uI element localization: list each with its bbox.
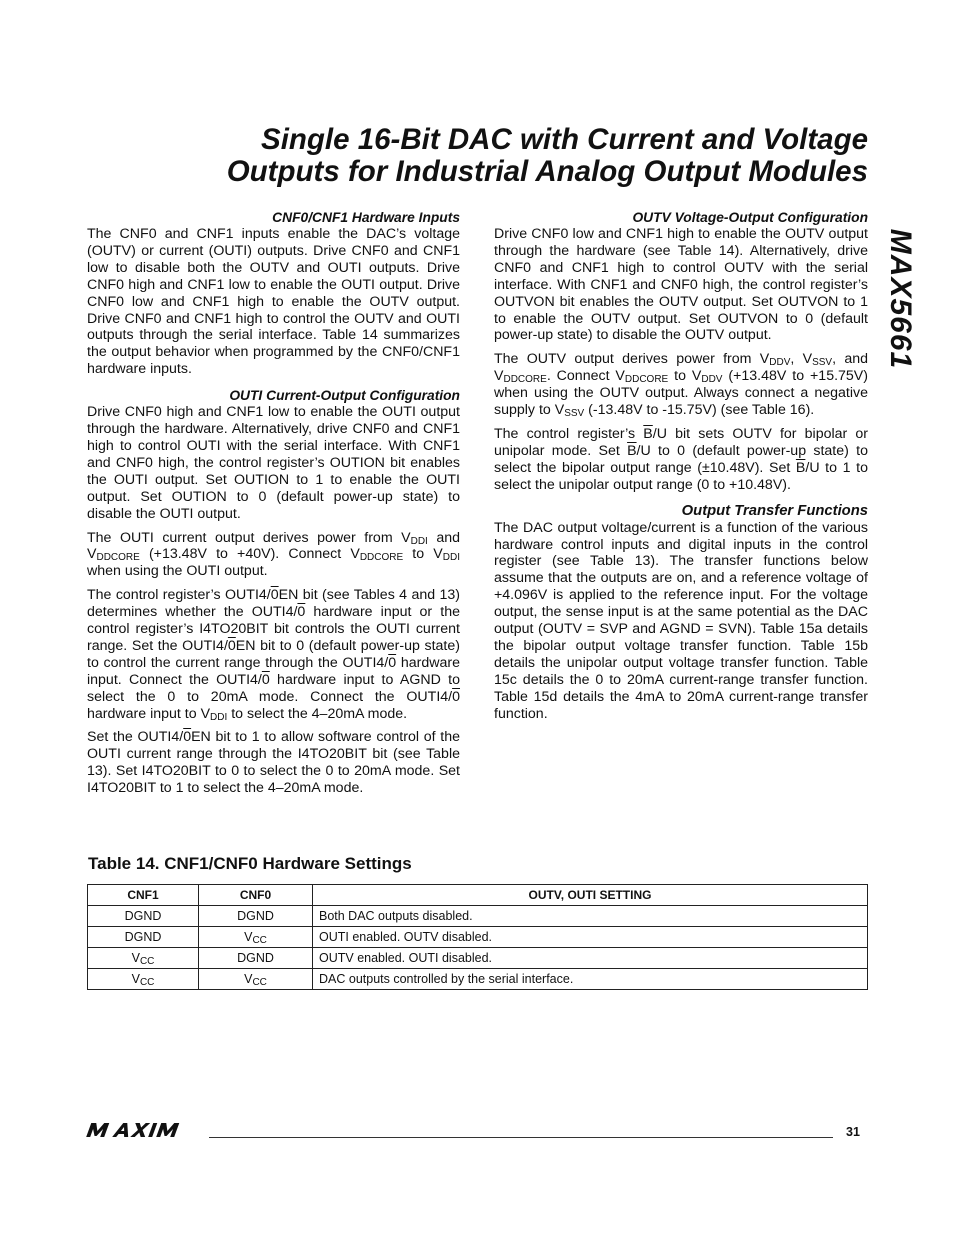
- page-title: [90, 124, 868, 188]
- cell-setting: Both DAC outputs disabled.: [313, 906, 868, 927]
- para-outv-power: The OUTV output derives power from $V_{DDV}$, $V_{SSV}$, and $V_{DDCORE}$. Connect $V_{DDCORE}$ to $V_{DDV}$ (+13.48V to +15.75V) when using the OUTV output. Always connect a negative supply to $V_{SSV}$ (-13.48V to -15.75V) (see Table 16).: [494, 351, 868, 420]
- page-number: 31: [846, 1125, 860, 1139]
- para-outi-config: Drive CNF0 high and CNF1 low to enable the OUTI output through the hardware. Alternatively, drive CNF0 and CNF1 high to control OUTI with the serial interface. With CNF1 and CNF0 high, the control register’s OUTION bit enables the OUTI output. Set OUTION to 1 to enable the OUTI output. Set OUTION to 0 (default power-up state) to disable the OUTI output.: [87, 404, 460, 522]
- footer-rule: [209, 1137, 833, 1138]
- maxim-logo: [86, 1121, 198, 1144]
- hardware-settings-table: [87, 884, 868, 990]
- left-column: [87, 209, 460, 806]
- table-row: [88, 927, 868, 948]
- right-column: [494, 209, 868, 731]
- para-outi-power: The OUTI current output derives power from $V_{DDI}$ and $V_{DDCORE}$ (+13.48V to +40V). Connect $V_{DDCORE}$ to $V_{DDI}$ when using the OUTI output.: [87, 529, 460, 580]
- title-line-1: Single 16-Bit DAC with Current and Voltage: [261, 123, 868, 156]
- section-transfer-functions: [494, 503, 868, 723]
- cell-cnf0: DGND: [199, 906, 313, 927]
- section-cnf-inputs: [87, 209, 460, 378]
- heading-outv-config: OUTV Voltage-Output Configuration: [632, 210, 868, 225]
- para-transfer-functions: The DAC output voltage/current is a function of the various hardware control inputs and digital inputs in the control register (see Table 13). The transfer functions below assume that the outputs are on, and a reference voltage of +4.096V is applied to the reference input. For the voltage output, the sense input is at the same potential as the DAC output (OUTV = SVP and AGND = SVN). Table 15a details the bipolar output voltage transfer function. Table 15b details the unipolar output voltage transfer function. Table 15c details the 0 to 20mA current-range transfer function. Table 15d details the 4mA to 20mA current-range transfer function.: [494, 519, 868, 722]
- part-number-side-label: [880, 212, 920, 392]
- cell-cnf1: DGND: [88, 906, 199, 927]
- cell-setting: OUTV enabled. OUTI disabled.: [313, 948, 868, 969]
- heading-outi-config: OUTI Current-Output Configuration: [229, 388, 460, 404]
- table-row: [88, 906, 868, 927]
- cell-cnf0: $V_{CC}$: [199, 969, 313, 990]
- table-caption: Table 14. CNF1/CNF0 Hardware Settings: [88, 854, 412, 873]
- maxim-logo-graphic: [86, 1121, 198, 1139]
- title-line-2: Outputs for Industrial Analog Output Modules: [226, 155, 868, 188]
- cell-setting: OUTI enabled. OUTV disabled.: [313, 927, 868, 948]
- cell-setting: DAC outputs controlled by the serial interface.: [313, 969, 868, 990]
- table-header-setting: OUTV, OUTI SETTING: [313, 885, 868, 906]
- para-outi-software-control: Set the OUTI4/0EN bit to 1 to allow software control of the OUTI current range through the I4TO20BIT bit (see Table 13). Set I4TO20BIT to 0 to select the 0 to 20mA mode. Set I4TO20BIT to 1 to select the 4–20mA mode.: [87, 729, 460, 797]
- para-cnf-inputs: The CNF0 and CNF1 inputs enable the DAC’s voltage (OUTV) or current (OUTI) outputs. Drive CNF0 and CNF1 low to disable both the OUTV and OUTI outputs. Drive CNF0 high and CNF1 low to enable the OUTI output. Drive CNF0 low and CNF1 high to enable the OUTV output. Drive CNF0 and CNF1 high to control the OUTV and OUTI outputs through the serial interface. Table 14 summarizes the output behavior when programmed by the CNF0/CNF1 hardware inputs.: [87, 226, 460, 378]
- part-number: MAX5661: [884, 228, 917, 370]
- para-outi-control-register: The control register’s OUTI4/0EN bit (see Tables 4 and 13) determines whether the OUTI4/0 hardware input or the control register’s I4TO20BIT bit controls the OUTI current range. Set the OUTI4/0EN bit to 0 (default power-up state) to control the current range through the OUTI4/0 hardware input. Connect the OUTI4/0 hardware input to AGND to select the 0 to 20mA mode. Connect the OUTI4/0 hardware input to $V_{DDI}$ to select the 4–20mA mode.: [87, 587, 460, 723]
- table-header-cnf1: CNF1: [88, 885, 199, 906]
- para-outv-bipolar-unipolar: The control register’s $\overline{B}/U$ bit sets OUTV for bipolar or unipolar mode. Set $\overline{B}/U$ to 0 (default power-up state) to select the bipolar output range (±10.48V). Set $\overline{B}/U$ to 1 to select the unipolar output range (0 to +10.48V).: [494, 425, 868, 493]
- table-header-cnf0: CNF0: [199, 885, 313, 906]
- cell-cnf0: $V_{CC}$: [199, 927, 313, 948]
- cell-cnf1: $V_{CC}$: [88, 969, 199, 990]
- table-header-row: [88, 885, 868, 906]
- cell-cnf0: DGND: [199, 948, 313, 969]
- cell-cnf1: $V_{CC}$: [88, 948, 199, 969]
- cell-cnf1: DGND: [88, 927, 199, 948]
- section-outi-config: [87, 387, 460, 797]
- heading-cnf-inputs: CNF0/CNF1 Hardware Inputs: [272, 210, 460, 225]
- section-outv-config: [494, 209, 868, 494]
- table-row: [88, 948, 868, 969]
- para-outv-config: Drive CNF0 low and CNF1 high to enable the OUTV output through the hardware (see Table 14). Alternatively, drive CNF0 and CNF1 high to control OUTV with the serial interface. With CNF1 and CNF0 high, the control register’s OUTVON bit enables the OUTV output. Set OUTVON to 1 to enable the OUTV output. Set OUTVON to 0 (default power-up state) to disable the OUTV output.: [494, 226, 868, 344]
- table-row: [88, 969, 868, 990]
- heading-transfer-functions: Output Transfer Functions: [681, 502, 868, 519]
